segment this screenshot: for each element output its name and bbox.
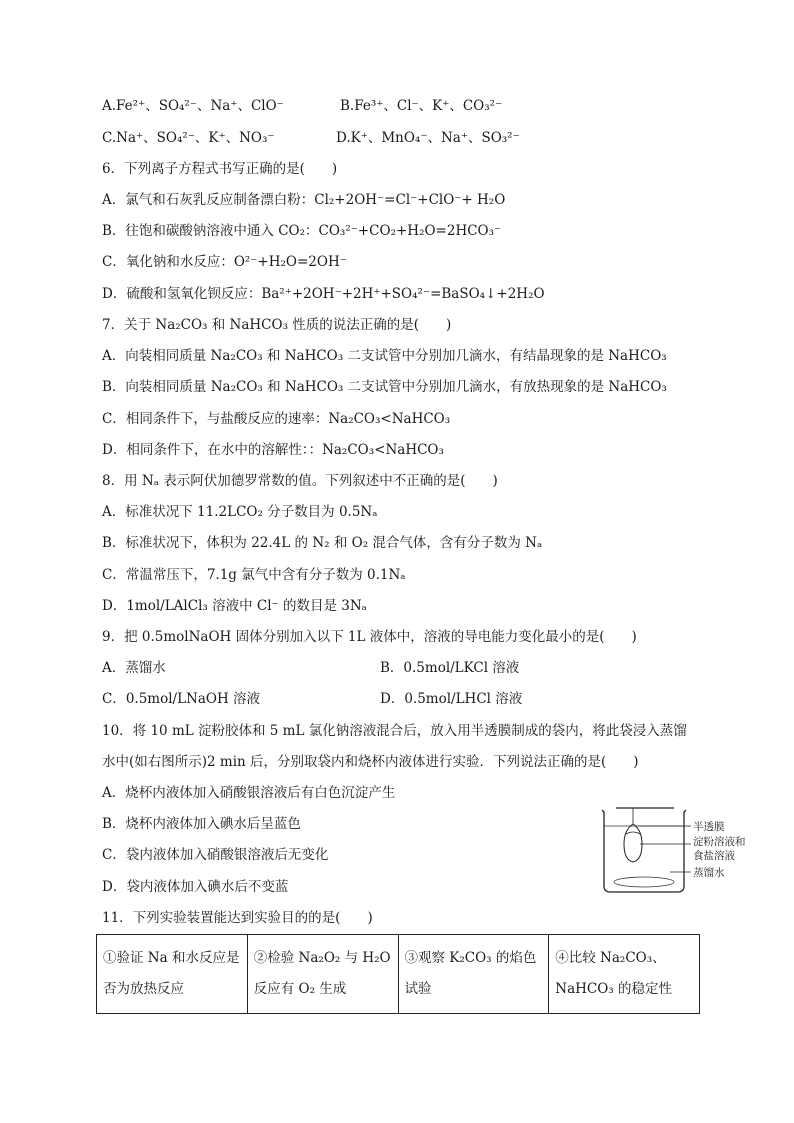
q10-option-d: D．袋内液体加入碘水后不变蓝 xyxy=(102,879,289,895)
q6-option-b: B．往饱和碳酸钠溶液中通入 CO₂：CO₃²⁻+CO₂+H₂O=2HCO₃⁻ xyxy=(102,223,502,239)
q8-option-d: D．1mol/LAlCl₃ 溶液中 Cl⁻ 的数目是 3Nₐ xyxy=(102,598,367,614)
label-salt-solution: 食盐溶液 xyxy=(693,850,735,862)
q6-stem: 6．下列离子方程式书写正确的是( ) xyxy=(102,161,338,177)
q5-option-d: D.K⁺、MnO₄⁻、Na⁺、SO₃²⁻ xyxy=(336,130,520,146)
q10-option-c: C．袋内液体加入硝酸银溶液后无变化 xyxy=(102,847,329,863)
q8-stem: 8．用 Nₐ 表示阿伏加德罗常数的值。下列叙述中不正确的是( ) xyxy=(102,473,498,489)
q7-option-c: C．相同条件下，与盐酸反应的速率：Na₂CO₃<NaHCO₃ xyxy=(102,411,451,427)
q5-option-c: C.Na⁺、SO₄²⁻、K⁺、NO₃⁻ xyxy=(102,130,275,146)
q10-stem-line1: 10．将 10 mL 淀粉胶体和 5 mL 氯化钠溶液混合后，放入用半透膜制成的袋内，将此袋浸入蒸馏 xyxy=(102,723,687,739)
q11-stem: 11．下列实验装置能达到实验目的的是( ) xyxy=(102,910,373,926)
q9-option-c: C．0.5mol/LNaOH 溶液 xyxy=(102,691,261,707)
q7-option-d: D．相同条件下，在水中的溶解性：：Na₂CO₃<NaHCO₃ xyxy=(102,442,444,458)
q10-option-b: B．烧杯内液体加入碘水后呈蓝色 xyxy=(102,816,301,832)
q9-stem: 9．把 0.5molNaOH 固体分别加入以下 1L 液体中，溶液的导电能力变化最小的是( ) xyxy=(102,629,637,645)
q11-cell-1: ①验证 Na 和水反应是否为放热反应 xyxy=(97,935,248,1014)
q6-option-a: A．氯气和石灰乳反应制备漂白粉：Cl₂+2OH⁻=Cl⁻+ClO⁻+ H₂O xyxy=(102,192,506,208)
q6-option-c: C．氧化钠和水反应：O²⁻+H₂O=2OH⁻ xyxy=(102,254,347,270)
q10-stem-line2: 水中(如右图所示)2 min 后，分别取袋内和烧杯内液体进行实验．下列说法正确的是( ) xyxy=(102,754,639,770)
semipermeable-bag xyxy=(624,824,642,862)
q11-cell-2: ②检验 Na₂O₂ 与 H₂O 反应有 O₂ 生成 xyxy=(247,935,398,1014)
q8-option-b: B．标准状况下，体积为 22.4L 的 N₂ 和 O₂ 混合气体，含有分子数为 Nₐ xyxy=(102,535,543,551)
q5-option-a: A.Fe²⁺、SO₄²⁻、Na⁺、ClO⁻ xyxy=(102,98,284,114)
label-membrane: 半透膜 xyxy=(693,821,725,833)
q10-option-a: A．烧杯内液体加入硝酸银溶液后有白色沉淀产生 xyxy=(102,785,396,801)
label-distilled-water: 蒸馏水 xyxy=(693,867,725,879)
q11-cell-3: ③观察 K₂CO₃ 的焰色试验 xyxy=(398,935,549,1014)
q7-stem: 7．关于 Na₂CO₃ 和 NaHCO₃ 性质的说法正确的是( ) xyxy=(102,317,452,333)
q11-options-table xyxy=(96,934,700,1014)
beaker-outline xyxy=(602,810,686,892)
q11-cell-4: ④比较 Na₂CO₃、NaHCO₃ 的稳定性 xyxy=(549,935,700,1014)
q9-option-a: A．蒸馏水 xyxy=(102,660,166,676)
q9-option-d: D．0.5mol/LHCl 溶液 xyxy=(380,691,523,707)
q8-option-c: C．常温常压下，7.1g 氯气中含有分子数为 0.1Nₐ xyxy=(102,567,406,583)
q7-option-b: B．向装相同质量 Na₂CO₃ 和 NaHCO₃ 二支试管中分别加几滴水，有放热现象的是 NaHCO₃ xyxy=(102,379,667,395)
q6-option-d: D．硫酸和氢氧化钡反应：Ba²⁺+2OH⁻+2H⁺+SO₄²⁻=BaSO₄↓+2H₂O xyxy=(102,286,545,302)
beaker-bottom xyxy=(614,877,674,887)
q9-option-b: B．0.5mol/LKCl 溶液 xyxy=(380,660,520,676)
label-starch-solution: 淀粉溶液和 xyxy=(693,836,746,848)
q7-option-a: A．向装相同质量 Na₂CO₃ 和 NaHCO₃ 二支试管中分别加几滴水，有结晶现象的是 NaHCO₃ xyxy=(102,348,667,364)
q8-option-a: A．标准状况下 11.2LCO₂ 分子数目为 0.5Nₐ xyxy=(102,504,378,520)
dialysis-beaker-figure xyxy=(596,800,766,900)
q5-option-b: B.Fe³⁺、Cl⁻、K⁺、CO₃²⁻ xyxy=(340,98,503,114)
